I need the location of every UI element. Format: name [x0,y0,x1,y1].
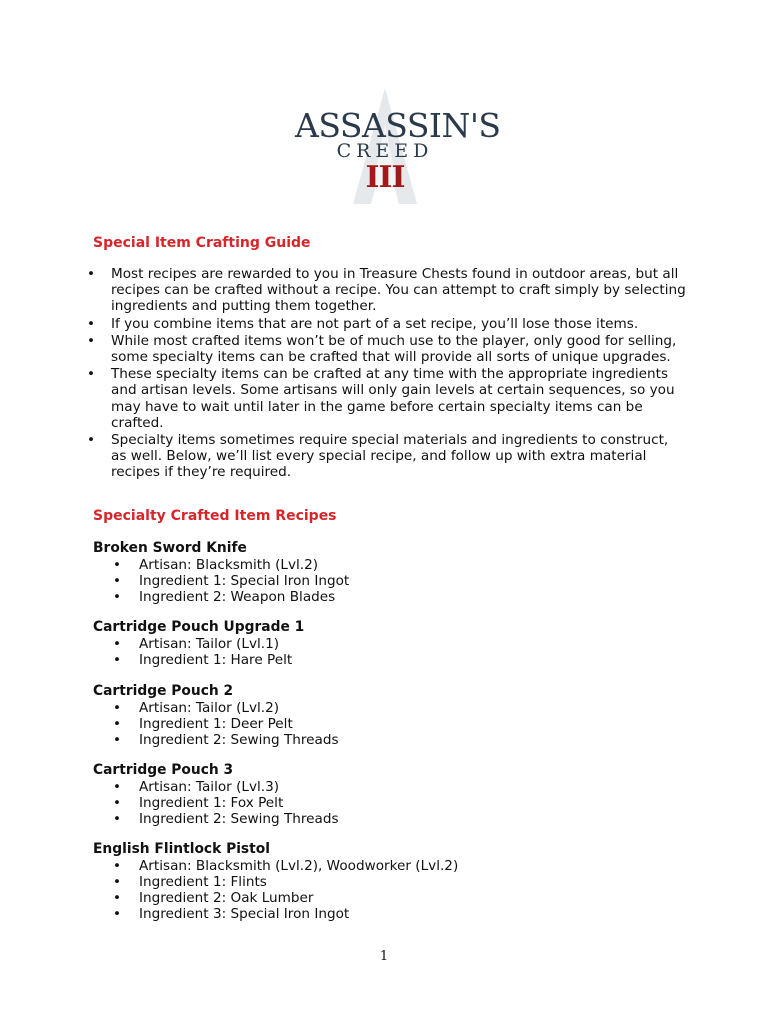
recipe-line-text: Ingredient 2: Sewing Threads [139,811,339,827]
intro-item [87,366,687,431]
recipe-details [93,636,653,668]
bullet-icon: • [113,795,122,811]
recipe-line-text: Artisan: Tailor (Lvl.3) [139,779,280,795]
intro-item [87,432,687,481]
recipe-line-text: Artisan: Tailor (Lvl.1) [139,636,280,652]
recipe-cartridge-pouch-3 [93,762,653,827]
recipe-line [113,795,653,811]
recipe-line-text: Ingredient 2: Oak Lumber [139,890,314,906]
recipe-line [113,652,653,668]
recipe-line-text: Artisan: Blacksmith (Lvl.2) [139,557,319,573]
intro-text: While most crafted items won’t be of much use to the player, only good for selling, some specialty items can be crafted that will provide all sorts of unique upgrades. [111,332,677,366]
recipe-line-text: Ingredient 1: Hare Pelt [139,652,293,668]
bullet-icon: • [113,890,122,906]
recipe-line [113,589,653,605]
logo-subtitle: CREED [336,140,434,162]
recipe-line [113,858,653,874]
recipe-line-text: Ingredient 3: Special Iron Ingot [139,906,350,922]
bullet-icon: • [113,700,122,716]
bullet-icon: • [113,779,122,795]
recipe-name: Cartridge Pouch Upgrade 1 [93,619,305,635]
recipe-name: Cartridge Pouch 3 [93,762,234,778]
recipe-line [113,573,653,589]
logo-title: ASSASSIN'S [295,106,501,145]
intro-list [87,266,687,482]
recipes-heading: Specialty Crafted Item Recipes [93,508,337,524]
recipe-line [113,811,653,827]
bullet-icon: • [87,332,96,349]
recipe-cartridge-pouch-upgrade-1 [93,619,653,668]
intro-text: Specialty items sometimes require special materials and ingredients to construct, as well. Below, we’ll list every special recipe, and follow up with extra material recipes if they’re required. [111,432,669,481]
recipe-line-text: Ingredient 1: Fox Pelt [139,795,284,811]
bullet-icon: • [113,906,122,922]
intro-text: These specialty items can be crafted at any time with the appropriate ingredients and artisan levels. Some artisans will only gain levels at certain sequences, so you may have to wait until later in the game before certain specialty items can be crafted. [111,366,675,431]
recipe-line-text: Ingredient 1: Deer Pelt [139,716,293,732]
bullet-icon: • [87,315,96,332]
logo-number: III [365,160,405,195]
page-number: 1 [379,949,389,964]
recipe-details [93,858,653,922]
recipe-line [113,890,653,906]
bullet-icon: • [113,652,122,668]
game-logo [295,84,501,208]
bullet-icon: • [87,432,96,449]
intro-text: If you combine items that are not part of a set recipe, you’ll lose those items. [111,315,639,332]
recipe-details [93,700,653,748]
bullet-icon: • [113,732,122,748]
recipe-line-text: Ingredient 1: Special Iron Ingot [139,573,350,589]
bullet-icon: • [113,557,122,573]
recipe-details [93,557,653,605]
bullet-icon: • [113,589,122,605]
recipe-line-text: Ingredient 1: Flints [139,874,267,890]
recipe-name: Cartridge Pouch 2 [93,683,234,699]
recipe-line-text: Artisan: Tailor (Lvl.2) [139,700,280,716]
recipe-name: Broken Sword Knife [93,540,247,556]
crafting-guide-heading: Special Item Crafting Guide [93,235,311,251]
recipe-english-flintlock-pistol [93,841,653,922]
bullet-icon: • [113,716,122,732]
recipe-line-text: Ingredient 2: Sewing Threads [139,732,339,748]
recipe-line [113,874,653,890]
recipe-line-text: Ingredient 2: Weapon Blades [139,589,336,605]
bullet-icon: • [87,366,96,383]
recipe-line [113,779,653,795]
recipe-line [113,906,653,922]
bullet-icon: • [113,858,122,874]
recipe-line [113,557,653,573]
intro-item [87,333,687,365]
recipe-details [93,779,653,827]
intro-text: Most recipes are rewarded to you in Treasure Chests found in outdoor areas, but all recipes can be crafted without a recipe. You can attempt to craft simply by selecting ingredients and putting them together. [111,266,686,315]
bullet-icon: • [113,874,122,890]
recipe-line [113,732,653,748]
recipe-cartridge-pouch-2 [93,683,653,748]
intro-item [87,316,687,332]
bullet-icon: • [113,636,122,652]
bullet-icon: • [113,811,122,827]
bullet-icon: • [113,573,122,589]
recipe-line [113,700,653,716]
recipe-name: English Flintlock Pistol [93,841,270,857]
recipe-line-text: Artisan: Blacksmith (Lvl.2), Woodworker (Lvl.2) [139,858,459,874]
recipe-broken-sword-knife [93,540,653,605]
intro-item [87,266,687,315]
recipe-line [113,716,653,732]
recipe-line [113,636,653,652]
bullet-icon: • [87,266,96,282]
